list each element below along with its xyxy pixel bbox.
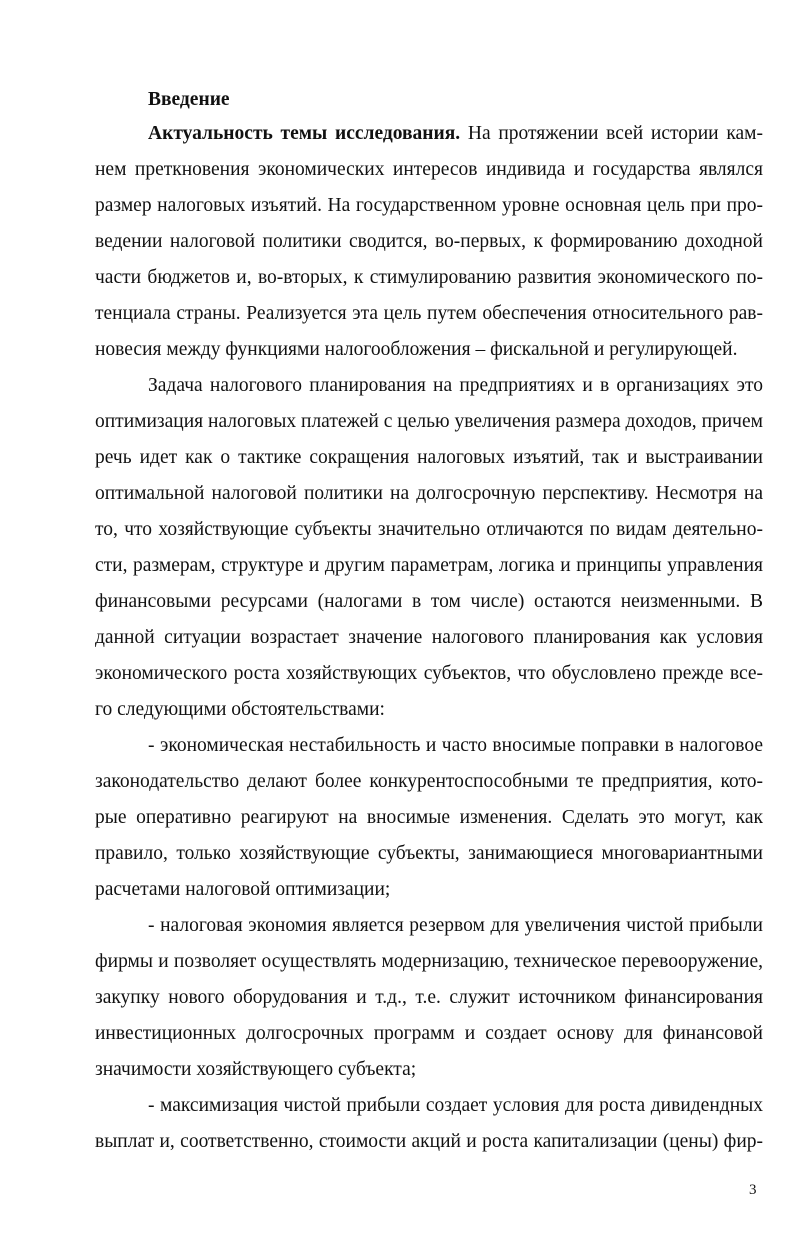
text-line: размер налоговых изъятий. На государственном уровне основная цель при про- bbox=[95, 195, 763, 216]
text-line: расчетами налоговой оптимизации; bbox=[95, 879, 391, 900]
text-line: Задача налогового планирования на предприятиях и в организациях это bbox=[148, 375, 763, 396]
text-line: оптимизация налоговых платежей с целью увеличения размера доходов, причем bbox=[95, 411, 763, 432]
list-item-line: - налоговая экономия является резервом для увеличения чистой прибыли bbox=[148, 915, 763, 936]
text-line: части бюджетов и, во-вторых, к стимулированию развития экономического по- bbox=[95, 267, 763, 288]
paragraph-lead-bold: Актуальность темы исследования. bbox=[148, 123, 461, 144]
text-line: фирмы и позволяет осуществлять модернизацию, техническое перевооружение, bbox=[95, 951, 763, 972]
text-line: рые оперативно реагируют на вносимые изменения. Сделать это могут, как bbox=[95, 807, 763, 828]
text-line: сти, размерам, структуре и другим параметрам, логика и принципы управления bbox=[95, 555, 763, 576]
text-line: законодательство делают более конкурентоспособными те предприятия, кото- bbox=[95, 771, 763, 792]
text-line: закупку нового оборудования и т.д., т.е. служит источником финансирования bbox=[95, 987, 763, 1008]
section-heading: Введение bbox=[148, 89, 230, 110]
list-item-line: - максимизация чистой прибыли создает условия для роста дивидендных bbox=[148, 1095, 763, 1116]
text-line: го следующими обстоятельствами: bbox=[95, 699, 385, 720]
text-line: тенциала страны. Реализуется эта цель путем обеспечения относительного рав- bbox=[95, 303, 763, 324]
page-number: 3 bbox=[749, 1182, 757, 1198]
text-line: инвестиционных долгосрочных программ и создает основу для финансовой bbox=[95, 1023, 763, 1044]
text-line: выплат и, соответственно, стоимости акций и роста капитализации (цены) фир- bbox=[95, 1131, 763, 1152]
text-line: оптимальной налоговой политики на долгосрочную перспективу. Несмотря на bbox=[95, 483, 763, 504]
text-line: экономического роста хозяйствующих субъектов, что обусловлено прежде все- bbox=[95, 663, 763, 684]
text-line: то, что хозяйствующие субъекты значительно отличаются по видам деятельно- bbox=[95, 519, 763, 540]
paragraph-1-line-1 bbox=[148, 120, 763, 148]
text-line: нем преткновения экономических интересов индивида и государства являлся bbox=[95, 159, 763, 180]
list-item-line: - экономическая нестабильность и часто вносимые поправки в налоговое bbox=[148, 735, 763, 756]
text-line: значимости хозяйствующего субъекта; bbox=[95, 1059, 417, 1080]
text-line: новесия между функциями налогообложения – фискальной и регулирующей. bbox=[95, 339, 738, 360]
text-line: данной ситуации возрастает значение налогового планирования как условия bbox=[95, 627, 763, 648]
text-line: ведении налоговой политики сводится, во-первых, к формированию доходной bbox=[95, 231, 763, 252]
text-line: речь идет как о тактике сокращения налоговых изъятий, так и выстраивании bbox=[95, 447, 763, 468]
text-line: правило, только хозяйствующие субъекты, занимающиеся многовариантными bbox=[95, 843, 763, 864]
paragraph-lead-rest: На протяжении всей истории кам- bbox=[460, 123, 763, 144]
text-line: финансовыми ресурсами (налогами в том числе) остаются неизменными. В bbox=[95, 591, 763, 612]
